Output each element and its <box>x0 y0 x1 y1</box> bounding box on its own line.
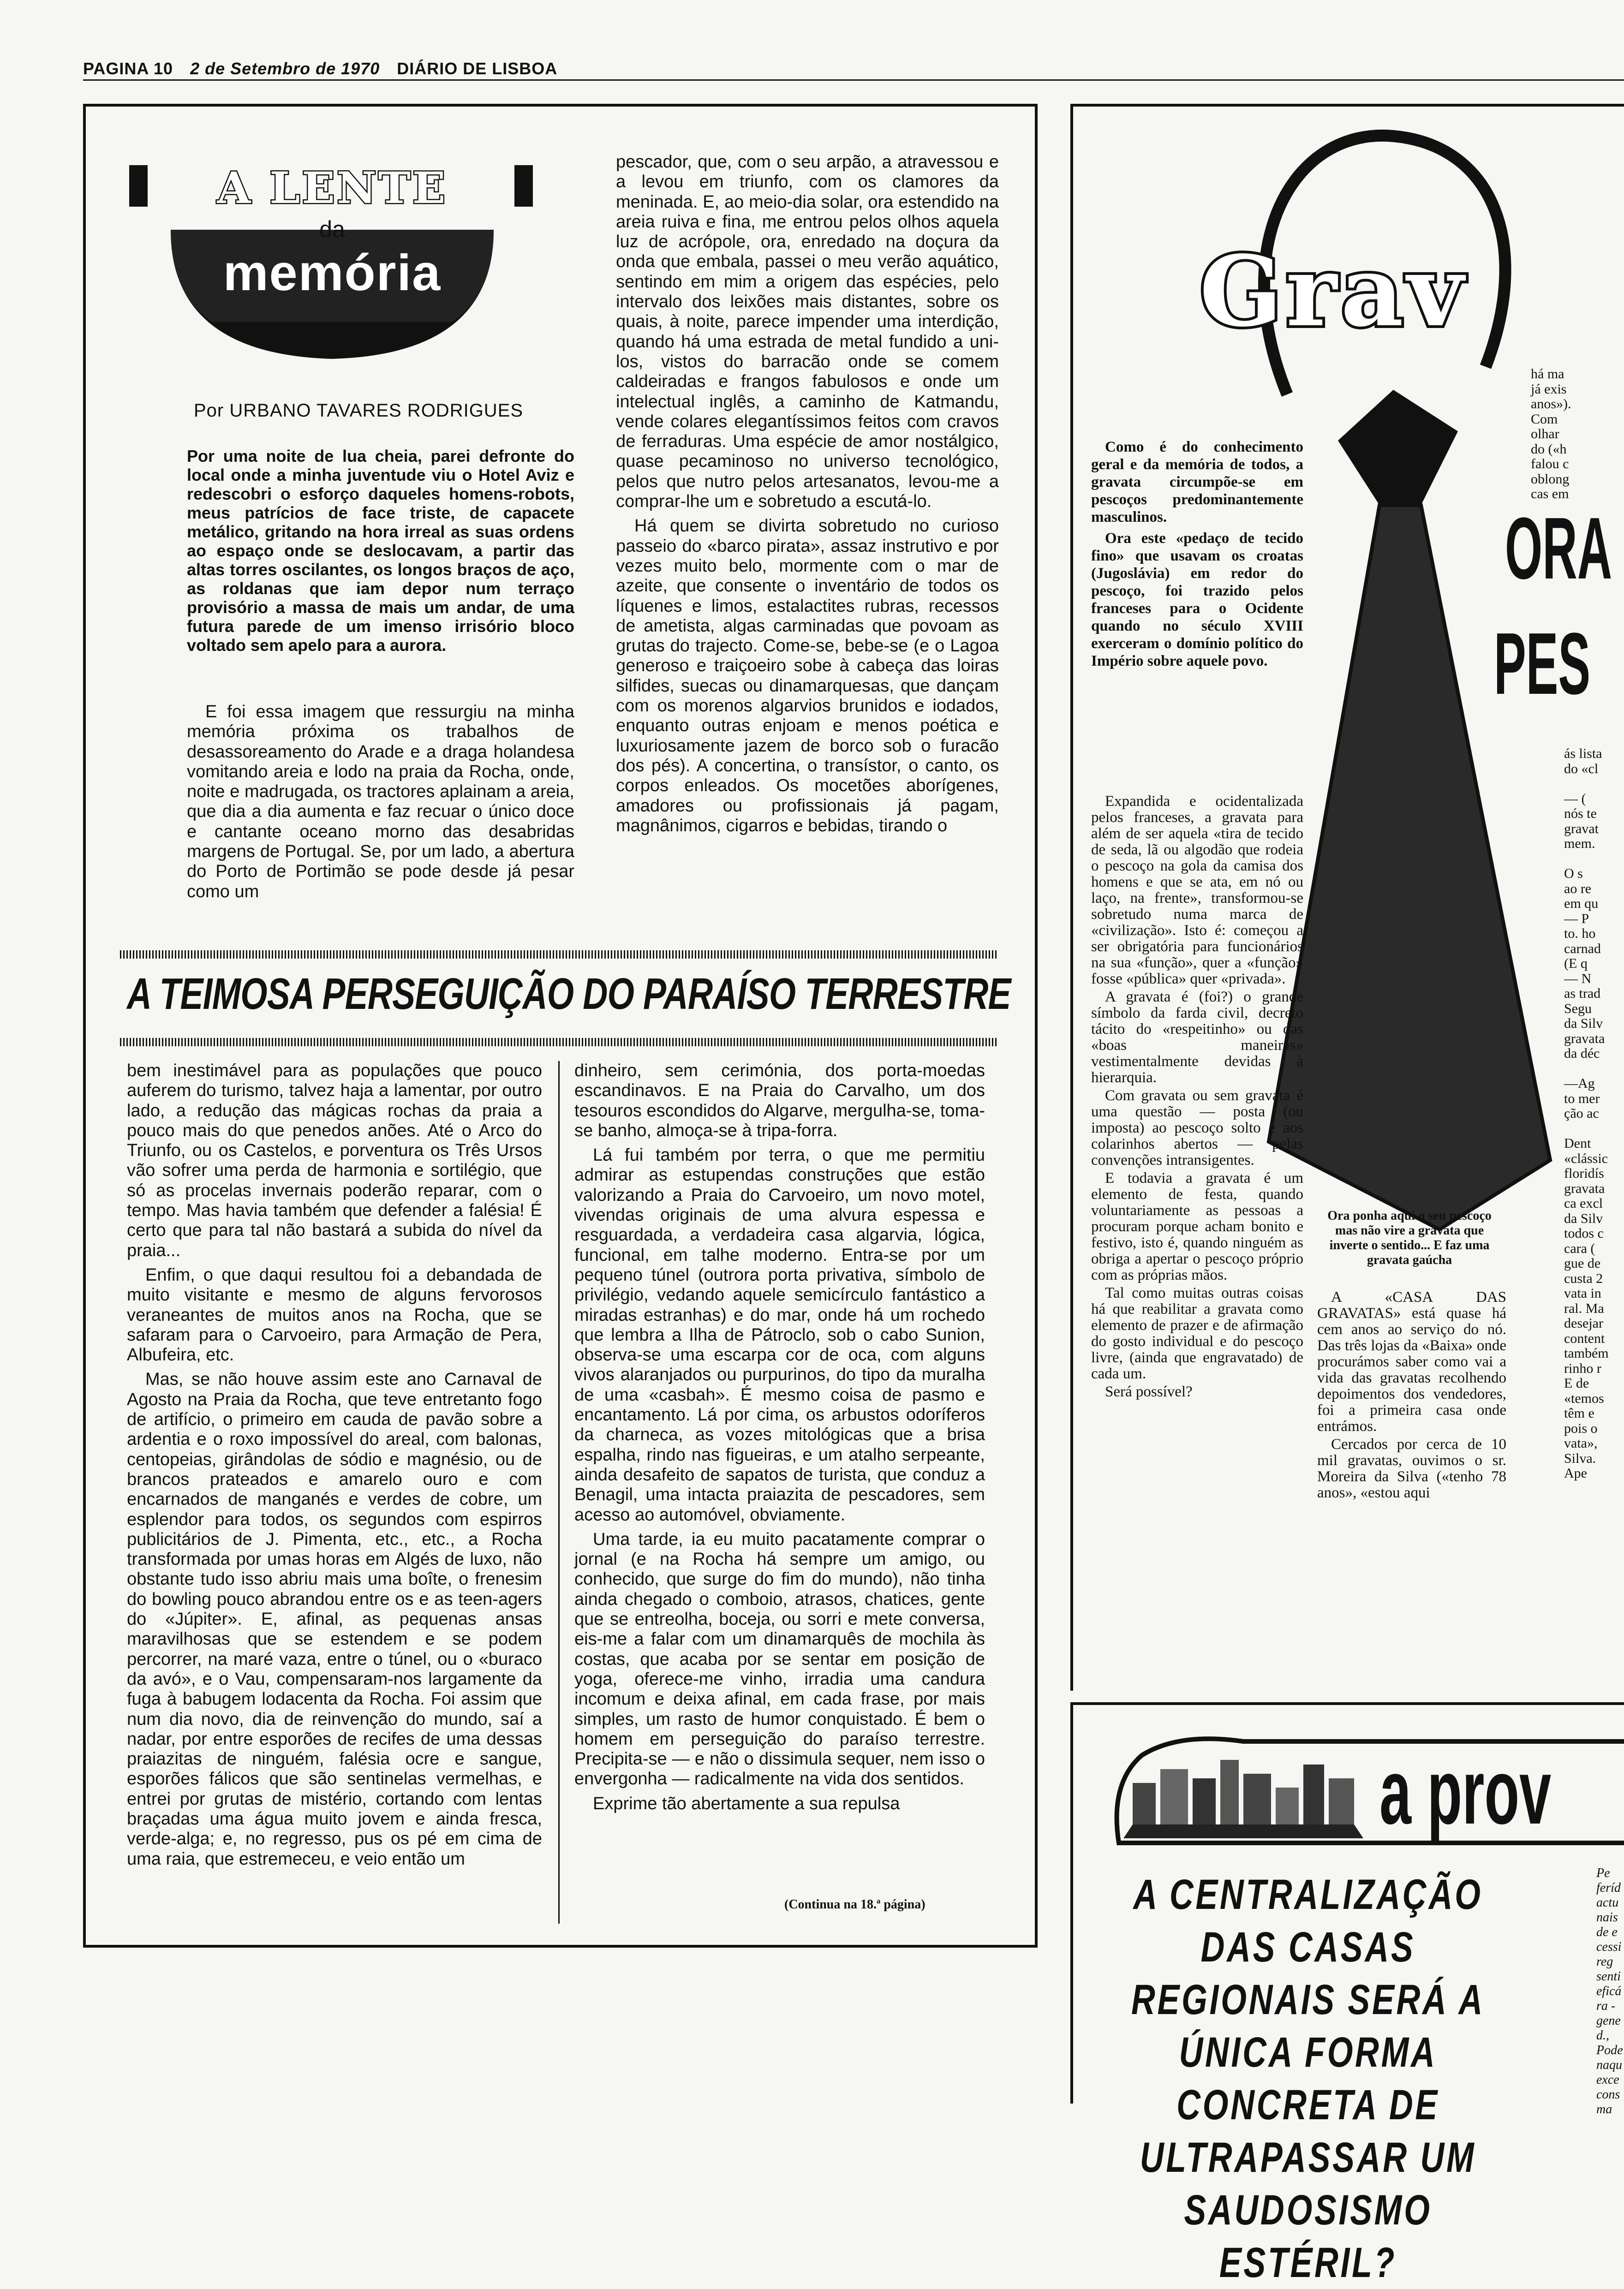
page-number: PAGINA 10 <box>83 59 173 78</box>
text-fragment: já exis <box>1531 381 1567 397</box>
paragraph: Exprime tão abertamente a sua repulsa <box>593 1794 900 1813</box>
logo-da: da <box>319 216 345 242</box>
text-fragment: cara ( <box>1564 1240 1595 1256</box>
newspaper-name: DIÁRIO DE LISBOA <box>397 59 558 78</box>
text-fragment: to. ho <box>1564 926 1596 941</box>
text-fragment: têm e <box>1564 1406 1594 1421</box>
paragraph: Cercados por cerca de 10 mil gravatas, ouvimos o sr. Moreira da Silva («tenho 78 anos», «estou aqui <box>1317 1436 1506 1501</box>
text-fragment: anos»). <box>1531 396 1571 411</box>
paragraph: Expandida e ocidentalizada pelos franceses, a gravata para além de ser aquela «tira de tecido de seda, lã ou algodão que rodeia o pescoço na gola da camisa dos homens e que se ata, em nó ou laço, na frente», transformou-se sobretudo numa marca de «civilização». Isto é: começou a ser obrigatória para funcionários na sua «função», quer a «função» fosse «pública» quer «privada». <box>1091 793 1303 987</box>
text-fragment: custa 2 <box>1564 1270 1603 1286</box>
text-fragment: de e <box>1596 1925 1618 1939</box>
text-fragment: cas em <box>1531 486 1569 501</box>
text-fragment: ma <box>1596 2102 1612 2116</box>
casas-edge-text <box>1596 1866 1623 2117</box>
text-fragment: do «cl <box>1564 761 1599 776</box>
casas-frame-left <box>1070 1702 1073 2104</box>
column-divider <box>558 1061 560 1924</box>
lead-paragraph: Por uma noite de lua cheia, parei defronte do local onde a minha juventude viu o Hotel Aviz e redescobri o esforço daqueles homens-robots, meus patrícios de face triste, de capacete metálico, gritando na hora irreal as suas ordens ao espaço onde se deslocavam, a partir das altas torres oscilantes, os longos braços de aço, as roldanas que iam depor num terraço provisório a massa de mais um andar, de uma futura parede de um imenso irrisório bloco voltado sem apelo para a aurora. <box>187 447 574 655</box>
text-fragment: oblong <box>1531 471 1570 487</box>
text-fragment: floridís <box>1564 1166 1604 1181</box>
paragraph: Há quem se divirta sobretudo no curioso passeio do «barco pirata», assaz instrutivo e por vezes muito belo, mormente com o mar de azeite, que consente o inventário de todos os líquenes e limos, estalactites rubras, recessos de ametista, algas carminadas que povoam as grutas do trajecto. Come-se, bebe-se (e o Lagoa generoso e traiçoeiro sobe à cabeça das loiras silfides, suecas ou dinamarquesas, que dançam com os morenos algarvios brunidos e iodados, enquanto outras enjoam e menos poética e luxuriosamente jazem de borco sob o furacão dos pés). A concertina, o transístor, o canto, os corpos enleados. Os mocetões aborígenes, amadores ou profissionais já pagam, magnânimos, cigarros e bebidas, tirando o <box>616 516 999 835</box>
text-fragment: senti <box>1596 1969 1621 1984</box>
text-fragment: olhar <box>1531 426 1559 441</box>
text-fragment: mem. <box>1564 836 1595 851</box>
page-header <box>83 59 569 78</box>
paragraph: pescador, que, com o seu arpão, a atravessou e a levou em triunfo, com os clamores da meninada. E, ao meio-dia solar, ora estendido na areia ruiva e fina, me entrou pelos olhos aquela luz de acrópole, ora, enredado na doçura da onda que embala, passei o meu verão aquático, sentindo em mim a origem das espécies, pelo intervalo dos leixões mais distantes, sobre os quais, à noite, parece impender uma interdição, quando há uma estrada de metal fundido a uni-los, vistos do barracão onde se comem caldeiradas e frangos fabulosos e onde um intelectual inglês, a caminho de Katmandu, vende colares elegantíssimos feitos com cravos de ferraduras. Uma espécie de amor nostálgico, quase pecaminoso no universo tecnológico, pelos que nutro pelos artesanatos, levou-me a comprar-lhe um e sobretudo a escutá-lo. <box>616 152 999 512</box>
issue-date: 2 de Setembro de 1970 <box>190 59 380 78</box>
text-fragment: ás lista <box>1564 746 1602 761</box>
text-fragment: exce <box>1596 2073 1619 2087</box>
text-fragment: ral. Ma <box>1564 1300 1604 1316</box>
paragraph: Mas, se não houve assim este ano Carnaval de Agosto na Praia da Rocha, que teve entretanto fogo de artifício, o primeiro em cauda de pavão sobre a ardentia e o roxo impossível do areal, com balonas, centopeias, girândolas de sódio e magnésio, ou de brancos prateados e amarelo ouro e com encarnados de manganés e verdes de cobre, um esplendor para todos, os segundos com espirros publicitários de J. Pimenta, etc., etc., a Rocha transformada por umas horas em Algés de luxo, não obstante tudo isso abriu mais uma boîte, o frenesim do bowling pouco abrandou entre os e as teen-agers do «Júpiter». E, afinal, as pequenas ansas maravilhosas que se estendem e se podem percorrer, na maré vaza, entre o túnel, ou o «buraco da avó», e o Vau, compensaram-nos largamente da fuga à babugem lodacenta da Rocha. Foi assim que num dia novo, dia de reinvenção do mundo, saí a nadar, por entre esporões de recifes de uma dessas praiazitas de ninguém, falésia ocre e sangue, esporões fálicos que são sentinelas vermelhas, e entrei por grutas de mistério, cortando com lentas braçadas uma água muito jovem e ainda fresca, verde-alga; e, no regresso, pus os pé em cima de uma raia, que estremeceu, e veio então um <box>127 1370 542 1869</box>
gravata-title: Grav <box>1200 234 1468 348</box>
paragraph: Será possível? <box>1105 1383 1193 1400</box>
text-fragment: cons <box>1596 2087 1620 2102</box>
text-fragment: nós te <box>1564 806 1597 821</box>
text-fragment: gue de <box>1564 1256 1601 1271</box>
text-fragment: do («h <box>1531 441 1567 457</box>
text-fragment: gravata <box>1564 1180 1605 1196</box>
header-rule <box>83 79 1624 81</box>
text-fragment: actu <box>1596 1896 1619 1910</box>
text-fragment: eficá <box>1596 1984 1622 1998</box>
paragraph: dinheiro, sem cerimónia, dos porta-moedas escandinavos. E na Praia do Carvalho, um dos tesouros escondidos do Algarve, mergulha-se, toma-se banho, almoça-se à tripa-forra. <box>574 1061 985 1140</box>
text-fragment: Silva. <box>1564 1450 1596 1466</box>
gravata-intro <box>1091 438 1303 674</box>
paragraph: E foi essa imagem que ressurgiu na minha memória próxima os trabalhos de desassoreamento do Arade e a draga holandesa vomitando areia e lodo na praia da Rocha, onde, noite e madrugada, os tractores aplainam a areia, que dia a dia aumenta e faz recuar o único doce e cantante oceano morno das desabridas margens de Portugal. Se, por um lado, a abertura do Porto de Portimão se pode desde já pesar como um <box>187 702 574 901</box>
text-fragment: — P <box>1564 911 1589 926</box>
logo-title: A LENTE <box>217 163 448 214</box>
text-fragment: gravata <box>1564 1031 1605 1046</box>
paragraph: Tal como muitas outras coisas há que reabilitar a gravata como elemento de prazer e de afirmação do gosto individual e do pescoço livre, (ainda que engravatado) de cada um. <box>1091 1285 1303 1382</box>
text-fragment: Pode <box>1596 2043 1623 2057</box>
paragraph: Com gravata ou sem gravata é uma questão — posta (ou imposta) ao pescoço solto e aos colarinhos abertos — pelas convenções intransigentes. <box>1091 1087 1303 1168</box>
text-fragment: reg <box>1596 1955 1613 1969</box>
gravata-column-2 <box>1317 1289 1506 1503</box>
paragraph: bem inestimável para as populações que pouco auferem do turismo, talvez haja a lamentar, por outro lado, a redução das mágicas rochas da praia a pouco mais do que penedos anões. Até o Arco do Triunfo, ou os Castelos, e porventura os Três Ursos vão sofrer uma perda de harmonia e sortilégio, que só as procelas invernais poderão reparar, com o tempo. Mas havia também que defender a falésia! É certo que para tal não bastará a subida do nível da praia... <box>127 1061 542 1260</box>
gravata-subhead-1: ORA <box>1505 500 1612 597</box>
text-fragment: falou c <box>1531 456 1569 471</box>
text-fragment: Com <box>1531 411 1558 427</box>
text-fragment: ca excl <box>1564 1196 1603 1211</box>
text-fragment: pois o <box>1564 1420 1598 1436</box>
gravata-frame-left <box>1070 104 1073 1691</box>
text-fragment <box>1564 852 1609 867</box>
text-fragment: feríd <box>1596 1881 1621 1895</box>
text-fragment: também <box>1564 1346 1609 1361</box>
gravata-column-1 <box>1091 793 1303 1402</box>
text-fragment <box>1564 1061 1609 1077</box>
text-fragment: cessi <box>1596 1940 1622 1954</box>
text-fragment: ção ac <box>1564 1106 1599 1121</box>
lente-column-3 <box>127 1061 542 1874</box>
paragraph: E todavia a gravata é um elemento de festa, quando voluntariamente as pessoas a procuram porque acham bonito e festivo, isto é, quando ninguém as obriga a apertar o pescoço próprio com as próprias mãos. <box>1091 1170 1303 1283</box>
text-fragment: nais <box>1596 1910 1618 1925</box>
text-fragment: Dent <box>1564 1136 1591 1151</box>
text-fragment: to mer <box>1564 1091 1600 1106</box>
text-fragment <box>1564 776 1609 792</box>
text-fragment: gene <box>1596 2014 1621 2028</box>
text-fragment: da Silv <box>1564 1016 1603 1031</box>
text-fragment: da déc <box>1564 1046 1600 1061</box>
paragraph: A «CASA DAS GRAVATAS» está quase há cem anos ao serviço do nó. Das três lojas da «Baixa» onde procurámos saber como vai a vida das gravatas recolhendo depoimentos dos vendedores, foi a primeira casa onde entrámos. <box>1317 1289 1506 1435</box>
gravata-frame-top <box>1070 104 1624 107</box>
text-fragment: gravat <box>1564 821 1599 836</box>
text-fragment: vata», <box>1564 1436 1598 1451</box>
text-fragment: todos c <box>1564 1226 1604 1241</box>
text-fragment: naqu <box>1596 2058 1622 2072</box>
text-fragment: O s <box>1564 866 1583 881</box>
continuation-note: (Continua na 18.ª página) <box>784 1897 925 1912</box>
text-fragment: vata in <box>1564 1286 1601 1301</box>
text-fragment: em qu <box>1564 896 1599 911</box>
text-fragment: da Silv <box>1564 1210 1603 1226</box>
lente-column-2 <box>616 152 999 840</box>
text-fragment: —Ag <box>1564 1076 1595 1091</box>
casas-headline: A CENTRALIZAÇÃO DAS CASAS REGIONAIS SERÁ A ÚNICA FORMA CONCRETA DE ULTRAPASSAR UM SAUDOSISMO ESTÉRIL? <box>1131 1871 1485 2286</box>
text-fragment: as trad <box>1564 986 1601 1001</box>
text-fragment: «temos <box>1564 1390 1604 1406</box>
gravata-edge-text-top <box>1531 367 1571 502</box>
text-fragment: (E q <box>1564 956 1588 971</box>
text-fragment: «clássic <box>1564 1150 1608 1166</box>
text-fragment: d., <box>1596 2028 1609 2043</box>
text-fragment: ra - <box>1596 1999 1616 2013</box>
byline: Por URBANO TAVARES RODRIGUES <box>194 400 524 421</box>
tie-caption: Ora ponha aqui o seu pescoço mas não vire a gravata que inverte o sentido... E faz uma gravata gaúcha <box>1327 1209 1492 1267</box>
lente-memoria-logo <box>120 156 544 368</box>
logo-memoria: memória <box>223 244 442 301</box>
text-fragment <box>1564 1121 1609 1137</box>
hatched-rule-top <box>120 950 997 959</box>
text-fragment: E de <box>1564 1376 1589 1391</box>
paragraph: Enfim, o que daqui resultou foi a debandada de muito visitante e mesmo de alguns fervorosos veraneantes de muitos anos na Rocha, que se safaram para o Carvoeiro, para Armação de Pera, Albufeira, etc. <box>127 1265 542 1365</box>
paragraph: A gravata é (foi?) o grande símbolo da farda civil, decreto tácito do «respeitinho» ou das «boas maneiras» vestimentalmente devidas à hierarquia. <box>1091 989 1303 1086</box>
paragraph: Ora este «pedaço de tecido fino» que usavam os croatas (Jugoslávia) em redor do pescoço, foi trazido pelos franceses para o Ocidente quando no século XVIII exerceram o domínio político do Império sobre aquele povo. <box>1091 530 1303 669</box>
text-fragment: Segu <box>1564 1001 1592 1016</box>
text-fragment: há ma <box>1531 366 1564 382</box>
lente-column-1 <box>187 702 574 906</box>
text-fragment: Pe <box>1596 1866 1610 1880</box>
paragraph: Lá fui também por terra, o que me permitiu admirar as estupendas construções que estão valorizando a Praia do Carvoeiro, um novo motel, vivendas originais de uma alvura espessa e resguardada, a verdadeira casa algarvia, lógica, funcional, em talhe moderno. Entra-se por um pequeno túnel (outrora porta privativa, símbolo de privilégio, vedando aquele semicírculo fantástico a miradas estranhas) e do mar, onde há um rochedo que lembra a Ilha de Pátroclo, sob o cabo Sunion, observa-se uma escarpa cor de oca, com alguns vivos alaranjados ou purpurinos, do tipo da muralha de uma «casbah». É mesmo coisa de pasmo e encantamento. Lá por cima, os arbustos odoríferos da charneca, as vozes mitológicas que a brisa espalha, rindo nas figueiras, e um atalho serpeante, ainda desafeito de sapatos de turista, que conduz a Benagil, uma intacta praiazita de pescadores, sem acesso ao automóvel, obviamente. <box>574 1145 985 1525</box>
paragraph: Uma tarde, ia eu muito pacatamente comprar o jornal (e na Rocha há sempre um amigo, ou conhecido, que surge do fim do mundo), não tinha ainda chegado o comboio, atrasos, chatices, gente que se entreolha, boceja, ou sorri e mete conversa, eis-me a falar com um dinamarquês de mochila às costas, que acaba por se sentar em posição de yoga, oferece-me vinho, irradia uma candura incomum e deixa afinal, em cada frase, por mais simples, um rasto de humor conquistado. É bem o homem em perseguição do paraíso terrestre. Precipita-se — e não o dissimula sequer, nem isso o envergonha — radicalmente na vida dos sentidos. <box>574 1529 985 1789</box>
article-headline: A TEIMOSA PERSEGUIÇÃO DO PARAÍSO TERRESTRE <box>127 969 1011 1019</box>
gravata-subhead-2: PES <box>1494 615 1591 713</box>
text-fragment: rinho r <box>1564 1360 1601 1376</box>
hatched-rule-bottom <box>120 1038 997 1046</box>
text-fragment: carnad <box>1564 941 1601 956</box>
lente-column-4 <box>574 1061 985 1818</box>
text-fragment: — ( <box>1564 791 1586 806</box>
text-fragment: ao re <box>1564 881 1592 896</box>
text-fragment: content <box>1564 1330 1605 1346</box>
gravata-edge-text-bottom <box>1564 746 1609 1481</box>
casas-frame-top <box>1070 1702 1624 1705</box>
text-fragment: desejar <box>1564 1316 1603 1331</box>
text-fragment: — N <box>1564 971 1592 986</box>
text-fragment: Ape <box>1564 1466 1587 1481</box>
paragraph: Como é do conhecimento geral e da memória de todos, a gravata circumpõe-se em pescoços predominantemente masculinos. <box>1091 439 1303 525</box>
banner-title: a prov <box>1379 1741 1552 1843</box>
